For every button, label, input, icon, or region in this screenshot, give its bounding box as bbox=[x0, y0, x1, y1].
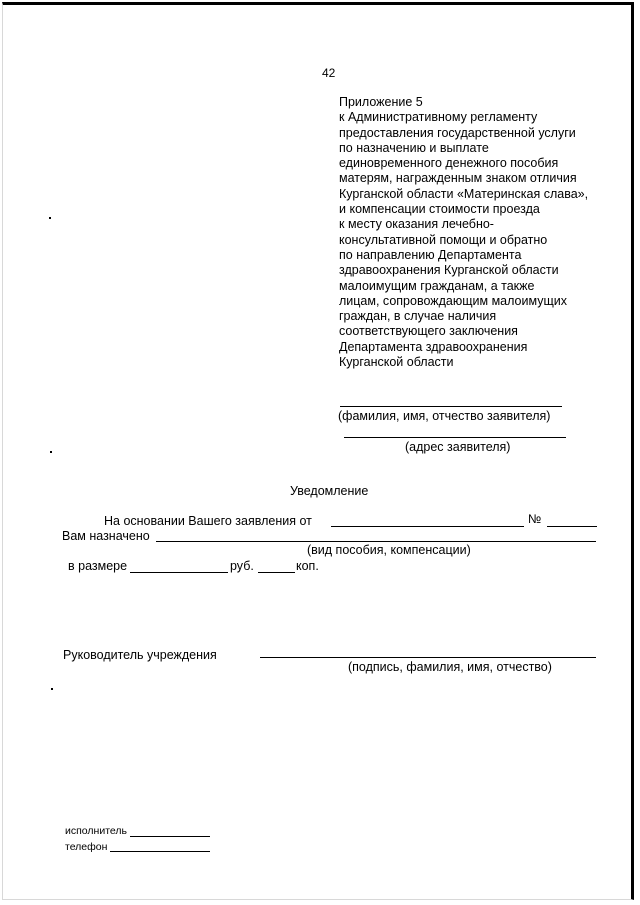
appendix-line: здравоохранения Курганской области bbox=[339, 263, 559, 278]
applicant-address-caption: (адрес заявителя) bbox=[405, 440, 511, 454]
signature-field[interactable] bbox=[260, 657, 596, 658]
appendix-line: матерям, награжденным знаком отличия bbox=[339, 171, 577, 186]
appendix-line: Департамента здравоохранения bbox=[339, 339, 528, 354]
application-number-field[interactable] bbox=[547, 526, 597, 527]
assigned-text: Вам назначено bbox=[62, 529, 150, 543]
appendix-line: Курганской области «Материнская слава», bbox=[339, 186, 589, 201]
applicant-address-field[interactable] bbox=[344, 437, 566, 438]
phone-label: телефон bbox=[65, 841, 108, 853]
appendix-header bbox=[339, 95, 588, 370]
executor-label: исполнитель bbox=[65, 825, 127, 837]
benefit-caption: (вид пособия, компенсации) bbox=[307, 543, 471, 557]
applicant-name-caption: (фамилия, имя, отчество заявителя) bbox=[338, 409, 551, 423]
head-label: Руководитель учреждения bbox=[63, 648, 217, 662]
appendix-line: граждан, в случае наличия bbox=[339, 309, 497, 324]
scan-dot bbox=[50, 451, 52, 453]
notice-title: Уведомление bbox=[290, 484, 369, 498]
basis-text: На основании Вашего заявления от bbox=[104, 514, 312, 528]
amount-rub-field[interactable] bbox=[130, 572, 228, 573]
appendix-line: к Административному регламенту bbox=[339, 110, 538, 125]
kop-label: коп. bbox=[296, 559, 319, 573]
benefit-type-field[interactable] bbox=[156, 541, 596, 542]
amount-prefix: в размере bbox=[68, 559, 128, 573]
appendix-line: Курганской области bbox=[339, 355, 454, 370]
rub-label: руб. bbox=[230, 559, 254, 573]
applicant-name-field[interactable] bbox=[340, 406, 562, 407]
application-date-field[interactable] bbox=[331, 526, 524, 527]
appendix-line: Приложение 5 bbox=[339, 95, 423, 109]
appendix-line: по направлению Департамента bbox=[339, 247, 522, 262]
appendix-line: малоимущим гражданам, а также bbox=[339, 278, 535, 293]
appendix-line: единовременного денежного пособия bbox=[339, 156, 559, 171]
appendix-line: и компенсации стоимости проезда bbox=[339, 202, 540, 217]
phone-field[interactable] bbox=[110, 851, 210, 852]
appendix-line: консультативной помощи и обратно bbox=[339, 232, 548, 247]
appendix-line: к месту оказания лечебно- bbox=[339, 217, 494, 232]
appendix-line: соответствующего заключения bbox=[339, 324, 518, 339]
scan-dot bbox=[49, 217, 51, 219]
amount-kop-field[interactable] bbox=[258, 572, 295, 573]
page-number: 42 bbox=[322, 66, 336, 80]
executor-field[interactable] bbox=[130, 836, 210, 837]
number-sign: № bbox=[528, 512, 542, 526]
signature-caption: (подпись, фамилия, имя, отчество) bbox=[348, 660, 552, 674]
appendix-line: лицам, сопровождающим малоимущих bbox=[339, 293, 567, 308]
scan-dot bbox=[51, 688, 53, 690]
appendix-line: по назначению и выплате bbox=[339, 140, 489, 155]
appendix-line: предоставления государственной услуги bbox=[339, 125, 576, 140]
